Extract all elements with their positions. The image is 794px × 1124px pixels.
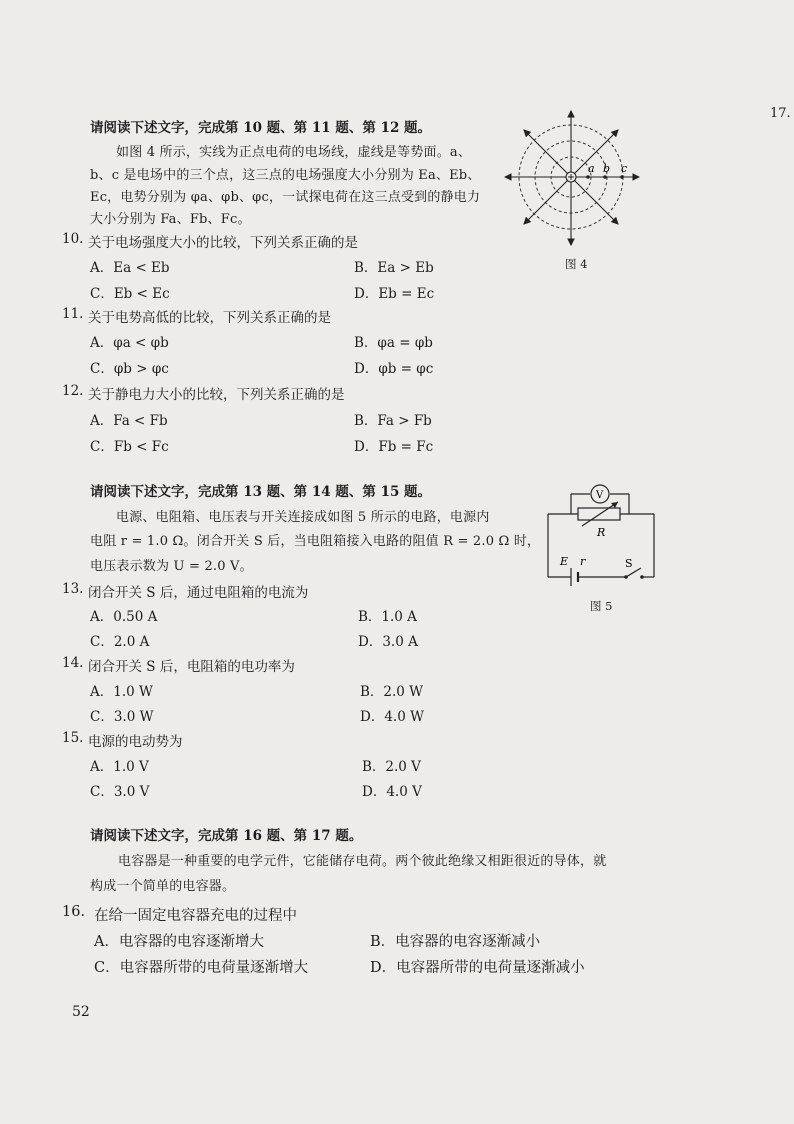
option-d: D．4.0 V [362, 784, 422, 800]
section1-para-line: b、c 是电场中的三个点，这三点的电场强度大小分别为 Ea、Eb、 [90, 168, 481, 183]
label-b: b [603, 162, 611, 175]
question-stem: 在给一固定电容器充电的过程中 [94, 908, 297, 924]
point-a [586, 175, 590, 179]
option-b: B．1.0 A [358, 609, 417, 625]
option-d: D．4.0 W [360, 709, 424, 725]
option-a: A．Fa < Fb [90, 413, 168, 429]
option-d: D．3.0 A [358, 634, 418, 650]
section2-para-line: 电阻 r = 1.0 Ω。闭合开关 S 后，当电阻箱接入电路的阻值 R = 2.0 Ω 时， [90, 534, 541, 549]
option-b: B．2.0 W [360, 684, 424, 700]
question-stem: 电源的电动势为 [88, 734, 183, 750]
question-stem: 关于电场强度大小的比较，下列关系正确的是 [88, 235, 358, 251]
field-line [524, 177, 571, 224]
section1-para-line: 大小分别为 Fa、Fb、Fc。 [90, 212, 251, 227]
option-a: A．Ea < Eb [90, 260, 170, 276]
question-number: 16. [62, 904, 86, 920]
option-d: D．Fb = Fc [354, 439, 434, 455]
question-number: 14. [62, 655, 84, 671]
switch-label: S [625, 557, 633, 570]
option-c: C．Fb < Fc [90, 439, 169, 455]
option-c: C．Eb < Ec [90, 286, 170, 302]
figure-4-caption: 图 4 [565, 257, 588, 271]
section2-intro: 请阅读下述文字，完成第 13 题、第 14 题、第 15 题。 [90, 484, 432, 500]
section1-intro: 请阅读下述文字，完成第 10 题、第 11 题、第 12 题。 [90, 120, 432, 136]
option-a: A．φa < φb [90, 335, 169, 351]
section2-para-line: 电压表示数为 U = 2.0 V。 [90, 559, 253, 574]
section3-para-line: 构成一个简单的电容器。 [90, 879, 236, 894]
section1-para-line: 如图 4 所示，实线为正点电荷的电场线，虚线是等势面。a、 [116, 145, 472, 160]
section3-para-line: 电容器是一种重要的电学元件，它能储存电荷。两个彼此绝缘又相距很近的导体，就 [118, 854, 607, 869]
point-c [620, 175, 624, 179]
question-number: 10. [62, 231, 84, 247]
question-stem: 关于电势高低的比较，下列关系正确的是 [88, 310, 331, 326]
rheostat-arrow [582, 502, 618, 526]
option-c: C．3.0 W [90, 709, 154, 725]
question-stem: 关于静电力大小的比较，下列关系正确的是 [88, 387, 345, 403]
option-c: C．电容器所带的电荷量逐渐增大 [94, 960, 309, 976]
option-c: C．φb > φc [90, 361, 169, 377]
option-a: A．0.50 A [90, 609, 158, 625]
question-number: 11. [62, 306, 84, 322]
option-a: A．1.0 V [90, 759, 149, 775]
section2-para-line: 电源、电阻箱、电压表与开关连接成如图 5 所示的电路，电源内 [116, 510, 490, 525]
option-b: B．2.0 V [362, 759, 421, 775]
option-c: C．3.0 V [90, 784, 150, 800]
option-b: B．Fa > Fb [354, 413, 432, 429]
voltmeter-label: V [596, 490, 604, 501]
page-number: 52 [72, 1004, 90, 1020]
emf-label: E [560, 555, 569, 568]
section1-para-line: Ec，电势分别为 φa、φb、φc，一试探电荷在这三点受到的静电力 [90, 190, 481, 205]
option-a: A．1.0 W [90, 684, 153, 700]
option-a: A．电容器的电容逐渐增大 [94, 934, 264, 950]
figure-4-electric-field [500, 108, 646, 254]
section3-intro: 请阅读下述文字，完成第 16 题、第 17 题。 [90, 828, 363, 844]
option-d: D．Eb = Ec [354, 286, 435, 302]
question-number: 12. [62, 383, 84, 399]
question-number: 13. [62, 581, 84, 597]
option-b: B．电容器的电容逐渐减小 [370, 934, 541, 950]
option-d: D．φb = φc [354, 361, 434, 377]
resistor-label: R [597, 526, 606, 539]
page-corner-label: 17. [770, 106, 791, 121]
field-line [524, 130, 571, 177]
question-stem: 闭合开关 S 后，通过电阻箱的电流为 [88, 585, 309, 601]
field-line [571, 177, 618, 224]
label-a: a [588, 162, 595, 175]
figure-5-caption: 图 5 [590, 599, 613, 613]
internal-resistance-label: r [580, 555, 586, 568]
question-stem: 闭合开关 S 后，电阻箱的电功率为 [88, 659, 295, 675]
point-b [603, 175, 607, 179]
option-d: D．电容器所带的电荷量逐渐减小 [370, 960, 585, 976]
option-c: C．2.0 A [90, 634, 150, 650]
figure-5-circuit [538, 484, 664, 596]
question-number: 15. [62, 730, 84, 746]
option-b: B．Ea > Eb [354, 260, 434, 276]
option-b: B．φa = φb [354, 335, 433, 351]
label-c: c [621, 162, 628, 175]
